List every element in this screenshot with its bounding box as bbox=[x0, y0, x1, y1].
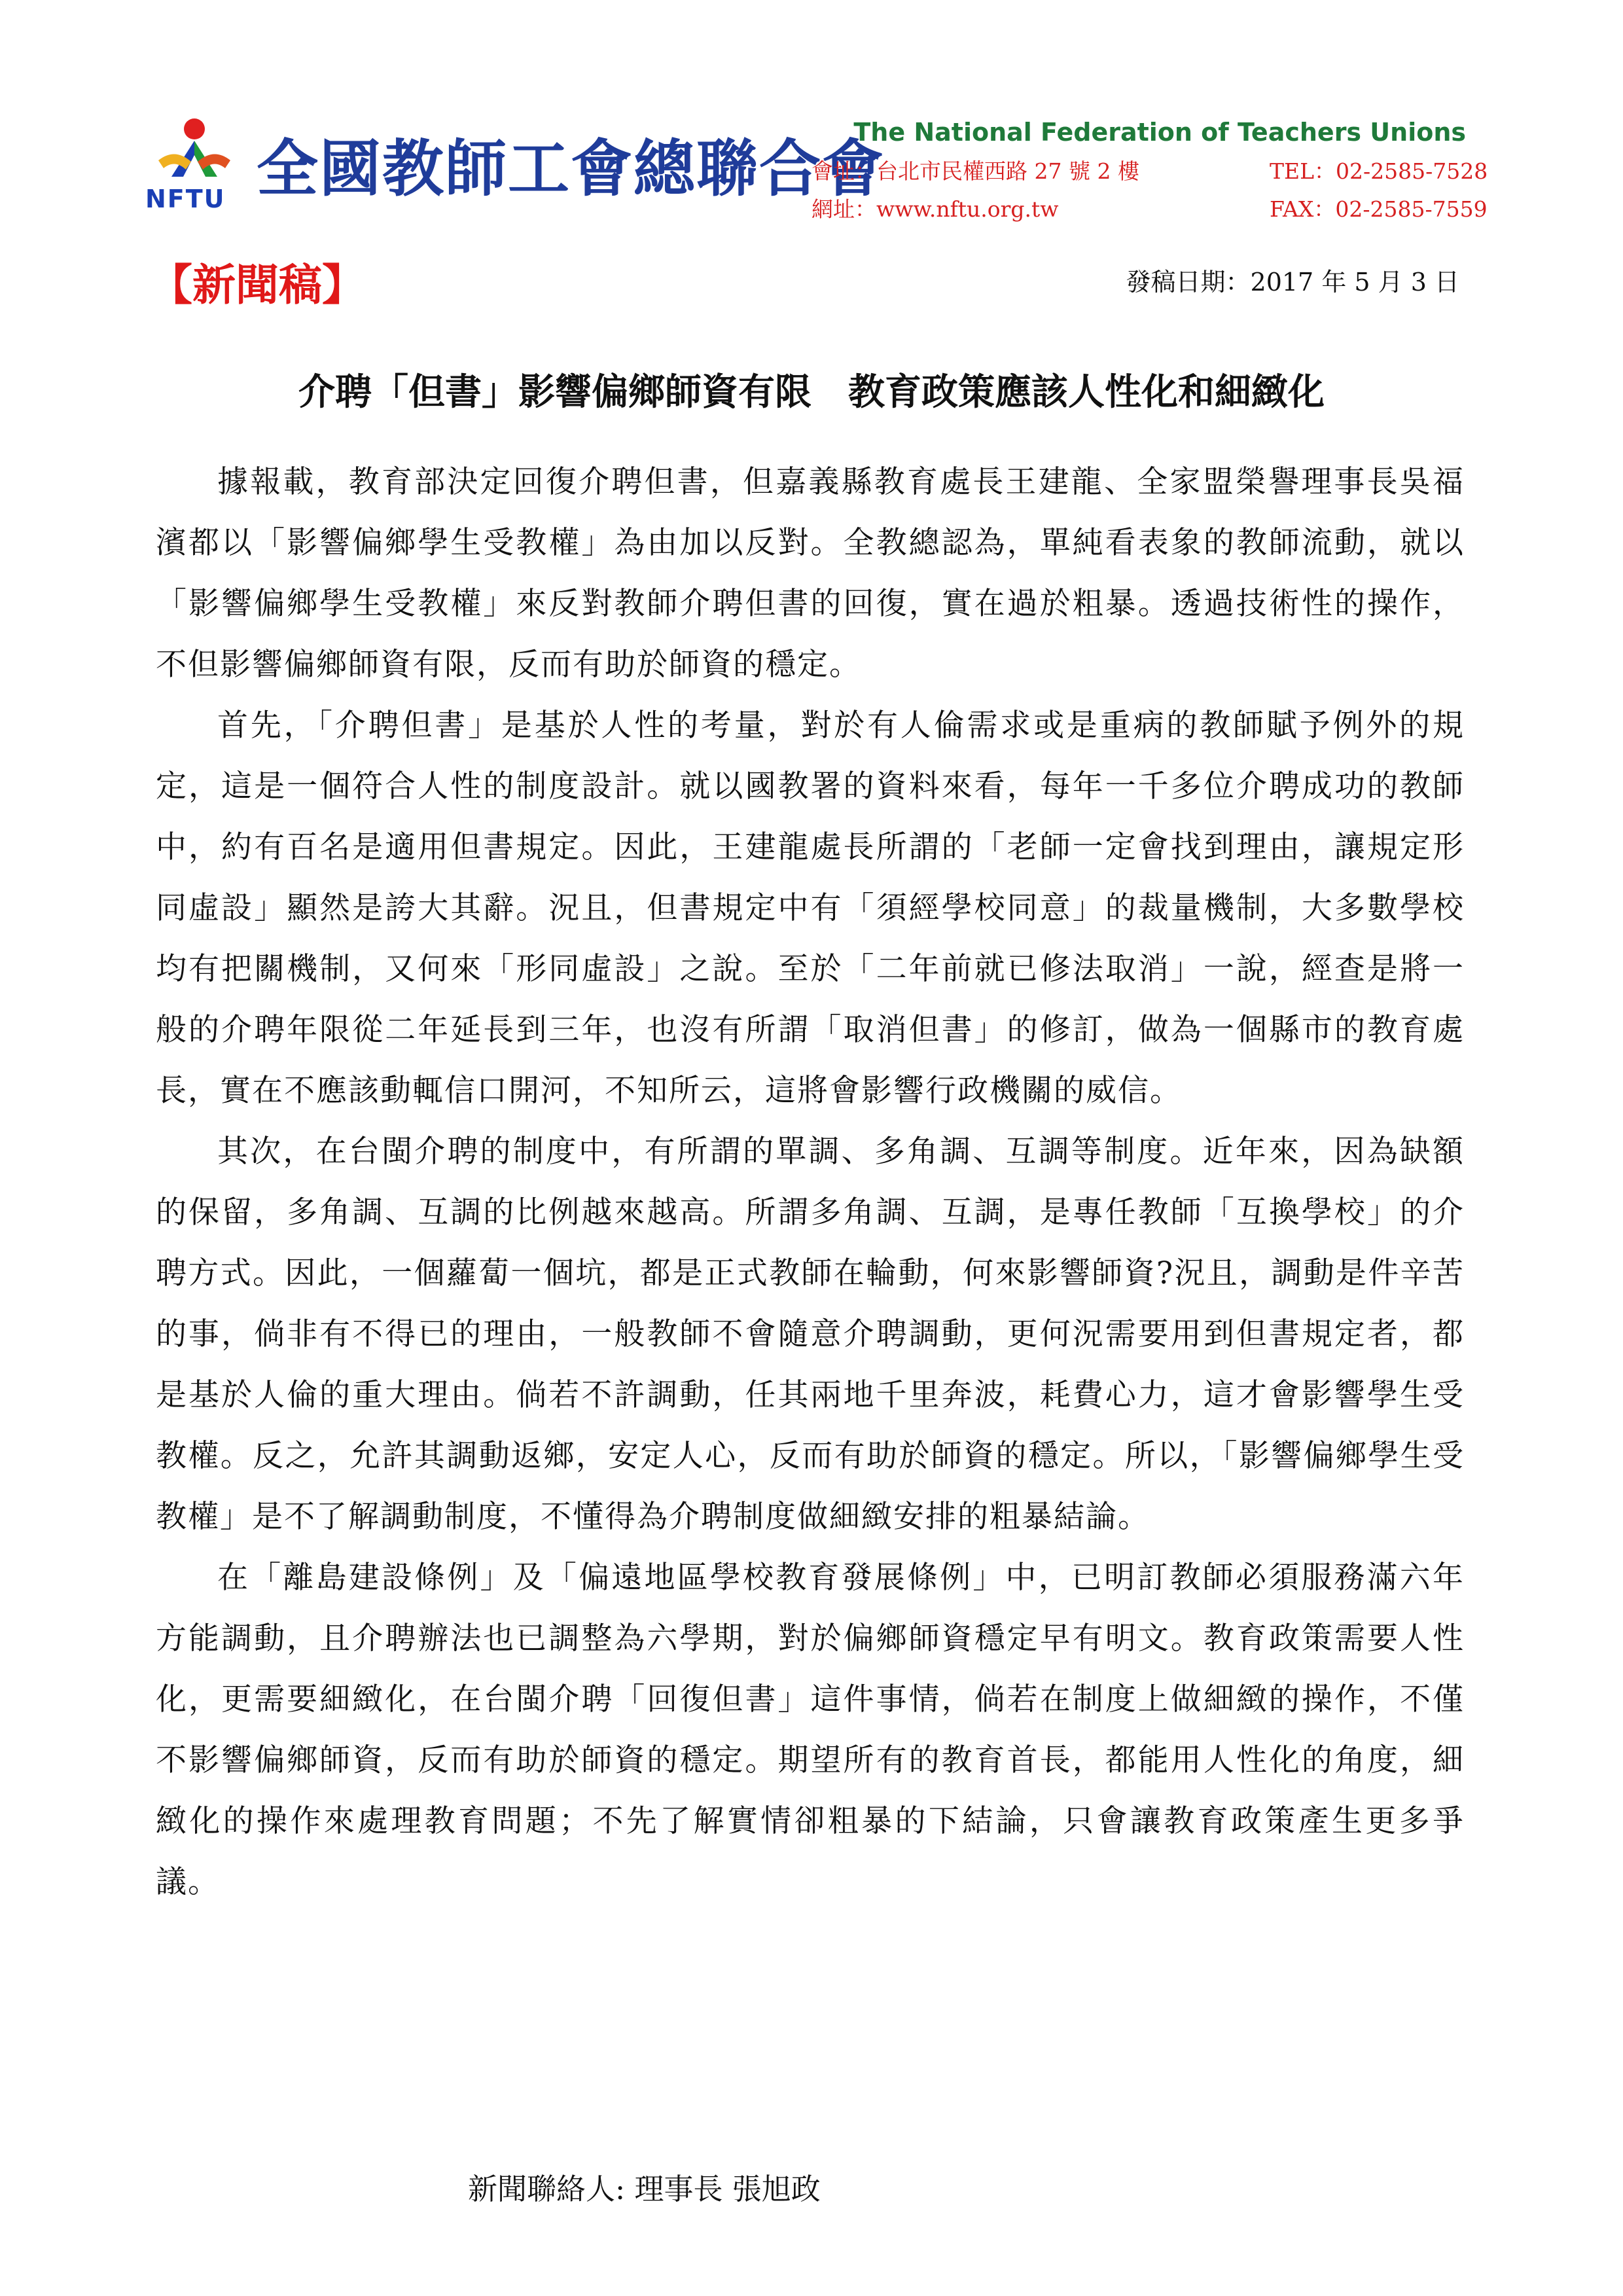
logo-acronym: NFTU bbox=[145, 185, 226, 213]
paragraph-1: 據報載，教育部決定回復介聘但書，但嘉義縣教育處長王建龍、全家盟榮譽理事長吳福濱都以「影響偏鄉學生受教權」為由加以反對。全教總認為，單純看表象的教師流動，就以「影響偏鄉學生受教權」來反對教師介聘但書的回復，實在過於粗暴。透過技術性的操作，不但影響偏鄉師資有限，反而有助於師資的穩定。 bbox=[156, 464, 1465, 683]
press-release-label: 【新聞稿】 bbox=[149, 259, 365, 310]
fax-text: FAX：02-2585-7559 bbox=[1270, 196, 1488, 222]
article-body bbox=[156, 452, 1465, 1912]
article-title: 介聘「但書」影響偏鄉師資有限 教育政策應該人性化和細緻化 bbox=[298, 370, 1325, 414]
paragraph-3: 其次，在台閩介聘的制度中，有所謂的單調、多角調、互調等制度。近年來，因為缺額的保留，多角調、互調的比例越來越高。所謂多角調、互調，是專任教師「互換學校」的介聘方式。因此，一個蘿蔔一個坑，都是正式教師在輪動，何來影響師資?況且，調動是件辛苦的事，倘非有不得已的理由，一般教師不會隨意介聘調動，更何況需要用到但書規定者，都是基於人倫的重大理由。倘若不許調動，任其兩地千里奔波，耗費心力，這才會影響學生受教權。反之，允許其調動返鄉，安定人心，反而有助於師資的穩定。所以，「影響偏鄉學生受教權」是不了解調動制度，不懂得為介聘制度做細緻安排的粗暴結論。 bbox=[156, 1134, 1465, 1535]
address-text: 會址：台北市民權西路 27 號 2 樓 bbox=[812, 158, 1139, 184]
press-contact: 新聞聯絡人: 理事長 張旭政 bbox=[468, 2172, 821, 2206]
organization-name-chinese: 全國教師工會總聯合會 bbox=[257, 133, 885, 205]
release-date: 發稿日期：2017 年 5 月 3 日 bbox=[1126, 268, 1459, 296]
telephone-text: TEL：02-2585-7528 bbox=[1270, 158, 1488, 184]
website-text: 網址：www.nftu.org.tw bbox=[812, 196, 1059, 222]
paragraph-4: 在「離島建設條例」及「偏遠地區學校教育發展條例」中，已明訂教師必須服務滿六年方能調動，且介聘辦法也已調整為六學期，對於偏鄉師資穩定早有明文。教育政策需要人性化，更需要細緻化，在台閩介聘「回復但書」這件事情，倘若在制度上做細緻的操作，不僅不影響偏鄉師資，反而有助於師資的穩定。期望所有的教育首長，都能用人性化的角度，細緻化的操作來處理教育問題；不先了解實情卻粗暴的下結論，只會讓教育政策產生更多爭議。 bbox=[156, 1560, 1465, 1900]
paragraph-2: 首先，「介聘但書」是基於人性的考量，對於有人倫需求或是重病的教師賦予例外的規定，這是一個符合人性的制度設計。就以國教署的資料來看，每年一千多位介聘成功的教師中，約有百名是適用但書規定。因此，王建龍處長所謂的「老師一定會找到理由，讓規定形同虛設」顯然是誇大其辭。況且，但書規定中有「須經學校同意」的裁量機制，大多數學校均有把關機制，又何來「形同虛設」之說。至於「二年前就已修法取消」一說，經查是將一般的介聘年限從二年延長到三年，也沒有所謂「取消但書」的修訂，做為一個縣市的教育處長，實在不應該動輒信口開河，不知所云，這將會影響行政機關的威信。 bbox=[156, 708, 1465, 1109]
organization-name-english: The National Federation of Teachers Unions bbox=[853, 118, 1466, 147]
